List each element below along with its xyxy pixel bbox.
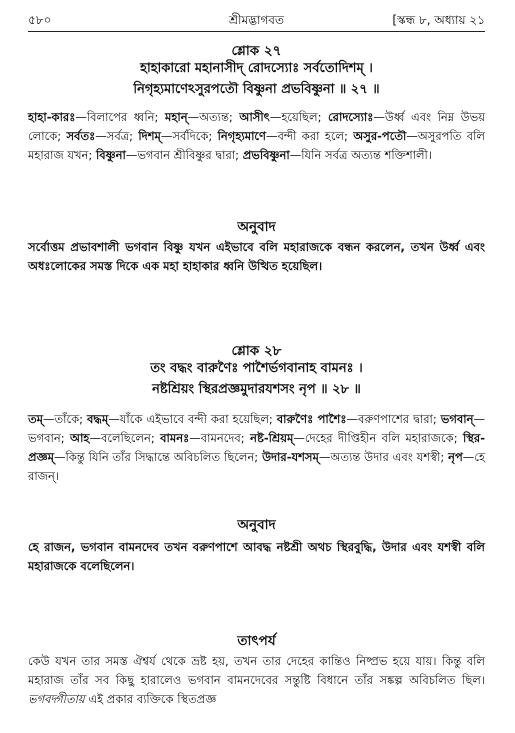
synonym-term: তম্‌ [28, 412, 44, 426]
verse-28-synonyms [28, 410, 485, 486]
verse-28-line-1: তং বদ্ধং বারুণৈঃ পাশৈর্ভগবানাহ বামনঃ । [150, 361, 363, 376]
synonym-meaning: —সর্বদিকে; [160, 129, 218, 143]
synonym-term: সর্বতঃ [66, 129, 96, 143]
synonym-term: উদার-যশসম্‌ [262, 450, 319, 464]
synonym-term: অসুর-পতৌ [353, 129, 407, 143]
verse-27-synonyms [28, 108, 485, 165]
synonym-term: দিশম্‌ [138, 129, 161, 143]
synonym-meaning: —তাঁকে; [43, 412, 88, 426]
synonym-meaning: —উর্ধ্ব এবং নিম্ন উভয় লোকে; [28, 110, 485, 143]
purport-text-start: কেউ যখন তার সমস্ত ঐশ্বর্য থেকে ভ্রষ্ট হয়, তখন তার দেহের কান্তিও নিষ্প্রভ হয়ে যায়। কিন্তু বলি মহারাজ তাঁর সব কিছু হারালেও ভগবান বামনদেবের সন্তুষ্টি বিধানে তাঁর সঙ্কল্প অবিচলিত ছিল। [28, 654, 485, 687]
synonym-meaning: —হে রাজন্‌। [28, 450, 485, 483]
purport-heading: তাৎপর্য [237, 633, 276, 649]
verse-27-line-1: হাহাকারো মহানাসীদ্‌ রোদস্যোঃ সর্বতোদিশম্‌ । [140, 61, 373, 76]
synonym-meaning: —যিনি সর্বত্র অত্যন্ত শক্তিশালী। [289, 148, 432, 162]
synonym-term: আহ [69, 431, 90, 445]
synonym-meaning: —সর্বত্র; [95, 129, 139, 143]
synonym-meaning: —বিলাপের ধ্বনি; [75, 110, 165, 124]
purport-text-end: এই প্রকার ব্যক্তিকে স্থিতপ্রজ্ঞ [84, 692, 217, 706]
header-rule [28, 31, 485, 32]
verse-27-heading: শ্লোক ২৭ [231, 43, 282, 59]
verse-27-line-2: নিগৃহ্যমাণেঽসুরপতৌ বিষ্ণুনা প্রভবিষ্ণুনা ॥ ২৭ ॥ [133, 82, 380, 97]
verse-28-heading: শ্লোক ২৮ [231, 343, 282, 359]
verse-27-translation-heading: অনুবাদ [237, 219, 276, 235]
purport-book-reference: ভগবদ্গীতায় [28, 692, 85, 706]
synonym-term: নিগৃহ্যমাণে [217, 129, 267, 143]
synonym-term: হাহা-কারঃ [28, 110, 76, 124]
synonym-term: প্রভবিষ্ণুনা [242, 148, 290, 162]
synonym-term: নৃপ [448, 450, 463, 464]
verse-27-translation: সর্বোত্তম প্রভাবশালী ভগবান বিষ্ণু যখন এইভাবে বলি মহারাজকে বন্ধন করলেন, তখন উর্ধ্ব এবং অধঃলোকের সমস্ত দিকে এক মহা হাহাকার ধ্বনি উত্থিত হয়েছিল। [28, 240, 485, 273]
verse-27-text [28, 58, 485, 100]
synonym-meaning: —ভগবান; [28, 412, 485, 445]
synonym-meaning: —যাঁকে এইভাবে বন্দী করা হয়েছিল; [108, 412, 277, 426]
chapter-reference: [স্কন্ধ ৮, অধ্যায় ২১ [392, 13, 485, 27]
synonym-meaning: —দেহের দীপ্তিহীন বলি মহারাজকে; [293, 431, 463, 445]
synonym-meaning: —অসুরপতি বলি মহারাজ যখন; [28, 129, 485, 162]
synonym-meaning: —ভগবান শ্রীবিষ্ণুর দ্বারা; [125, 148, 243, 162]
verse-28-line-2: নষ্টশ্রিয়ং স্থিরপ্রজ্ঞমুদারযশসং নৃপ ॥ ২৮ ॥ [152, 382, 361, 397]
synonym-meaning: —কিন্তু যিনি তাঁর সিদ্ধান্তে অবিচলিত ছিলেন; [53, 450, 263, 464]
synonym-term: ভগবান্‌ [440, 412, 474, 426]
synonym-meaning: —হয়েছিল; [269, 110, 328, 124]
synonym-term: মহান্‌ [164, 110, 188, 124]
synonym-term: রোদস্যোঃ [328, 110, 374, 124]
verse-28-translation: হে রাজন, ভগবান বামনদেব তখন বরুণপাশে আবদ্ধ নষ্টশ্রী অথচ স্থিরবুদ্ধি, উদার এবং যশস্বী বলি মহারাজকে বলেছিলেন। [28, 540, 485, 573]
synonym-term: স্থির-প্রজ্ঞম্‌ [28, 431, 485, 464]
synonym-meaning: —অত্যন্ত উদার এবং যশস্বী; [318, 450, 449, 464]
synonym-term: বামনঃ [160, 431, 190, 445]
synonym-meaning: —বলেছিলেন; [89, 431, 161, 445]
synonym-meaning: —বরুণপাশের দ্বারা; [346, 412, 441, 426]
synonym-meaning: —বন্দী করা হলে; [266, 129, 354, 143]
synonym-term: বিষ্ণুনা [95, 148, 126, 162]
page-number: ৫৮০ [28, 13, 52, 27]
verse-28-translation-heading: অনুবাদ [237, 517, 276, 533]
purport-text [28, 652, 485, 709]
synonym-term: আসীৎ [239, 110, 270, 124]
synonym-term: বদ্ধম্‌ [87, 412, 109, 426]
book-title: শ্রীমদ্ভাগবত [228, 13, 284, 27]
verse-28-text [28, 358, 485, 400]
page-header [28, 10, 485, 30]
synonym-term: বারুণৈঃ পাশৈঃ [276, 412, 347, 426]
synonym-meaning: —অত্যন্ত; [187, 110, 240, 124]
synonym-term: নষ্ট-শ্রিয়ম্‌ [250, 431, 294, 445]
synonym-meaning: —বামনদেব; [189, 431, 251, 445]
